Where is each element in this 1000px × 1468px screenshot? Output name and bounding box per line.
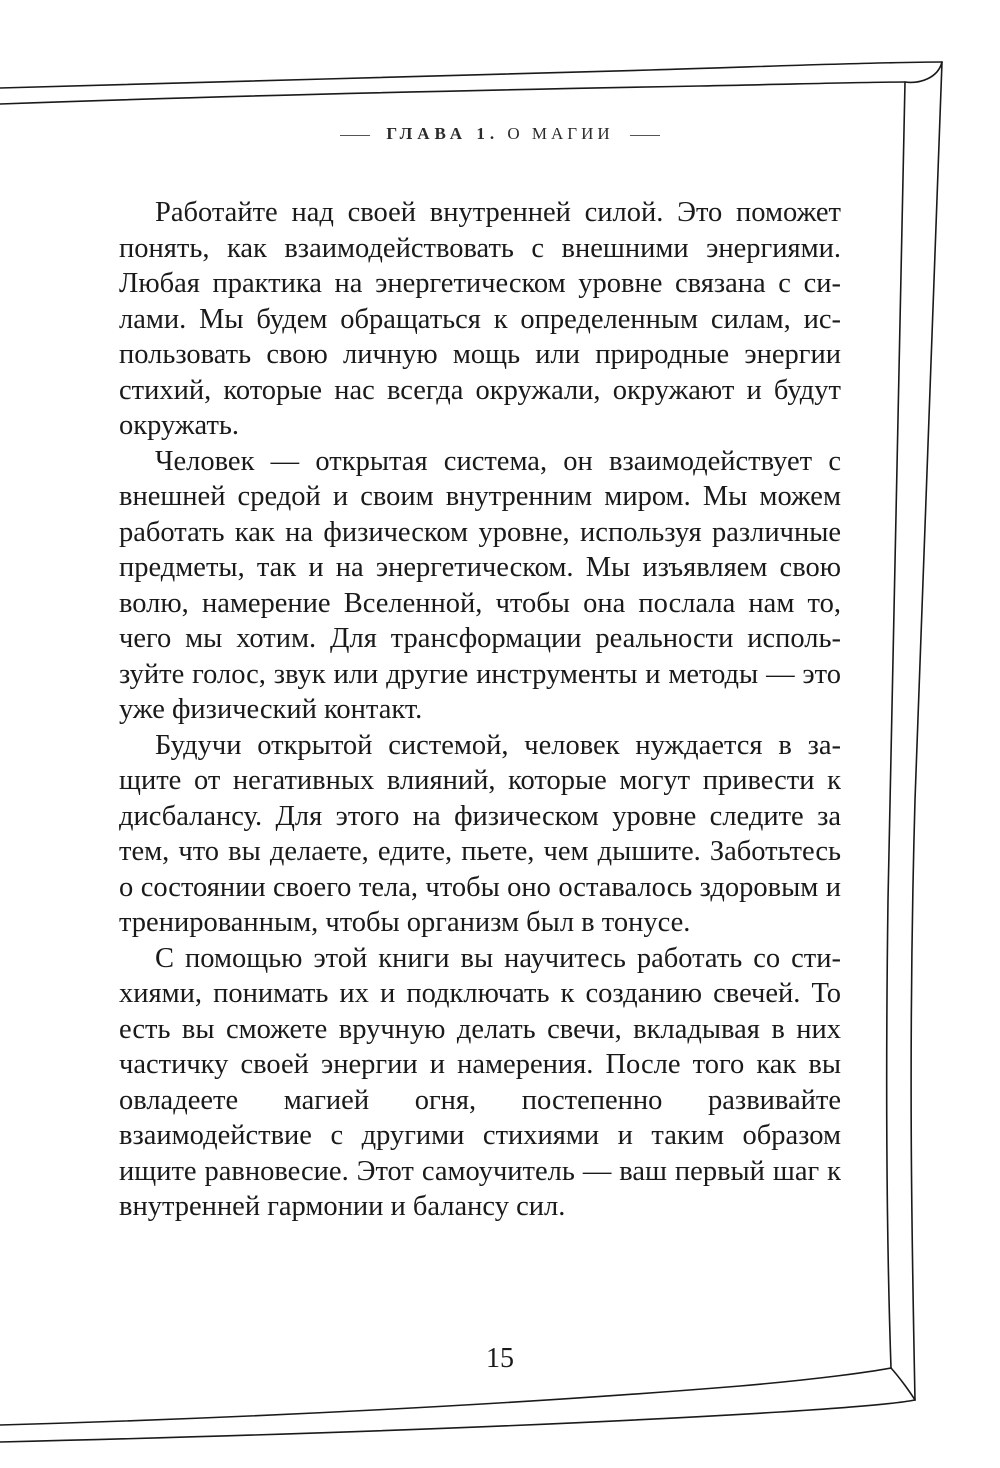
- paragraph: С помощью этой книги вы научитесь работать со стихиями, понимать их и подключать к созданию свечей. То есть вы сможете вручную делать свечи, вкладывая в них частичку своей энергии и намерения. После того как вы овладеете магией огня, постепенно развивайте взаимодействие с другими стихиями и таким образом ищите равновесие. Этот самоучитель — ваш первый шаг к внутренней гармонии и балансу сил.: [119, 942, 841, 1222]
- paragraph: Человек — открытая система, он взаимодействует с внешней средой и своим внутренним миром. Мы можем работать как на физическом уровне, используя различные предметы, так и на энергетическом. Мы изъявляем свою волю, намерение Вселенной, чтобы она послала нам то, чего мы хотим. Для трансформации реальности используйте голос, звук или другие инструменты и методы — это уже физический контакт.: [119, 445, 841, 725]
- running-head: [0, 124, 1000, 144]
- paragraph: Будучи открытой системой, человек нуждается в защите от негативных влияний, которые могут привести к дисбалансу. Для этого на физическом уровне следите за тем, что вы делаете, едите, пьете, чем дышите. Заботьтесь о состоянии своего тела, чтобы оно оставалось здоровым и тренированным, чтобы организм был в тонусе.: [119, 729, 841, 938]
- page-number: 15: [486, 1343, 514, 1374]
- left-rule: [340, 135, 370, 136]
- right-rule: [630, 135, 660, 136]
- chapter-label: ГЛАВА 1.: [386, 124, 500, 143]
- paragraph: Работайте над своей внутренней силой. Это поможет понять, как взаимодействовать с внешними энергиями. Любая практика на энергетическом уровне связана с силами. Мы будем обращаться к определенным силам, использовать свою личную мощь или природные энергии стихий, которые нас всегда окружали, окружают и будут окружать.: [119, 197, 841, 441]
- body-text: [119, 195, 841, 1225]
- chapter-title: О МАГИИ: [507, 124, 614, 143]
